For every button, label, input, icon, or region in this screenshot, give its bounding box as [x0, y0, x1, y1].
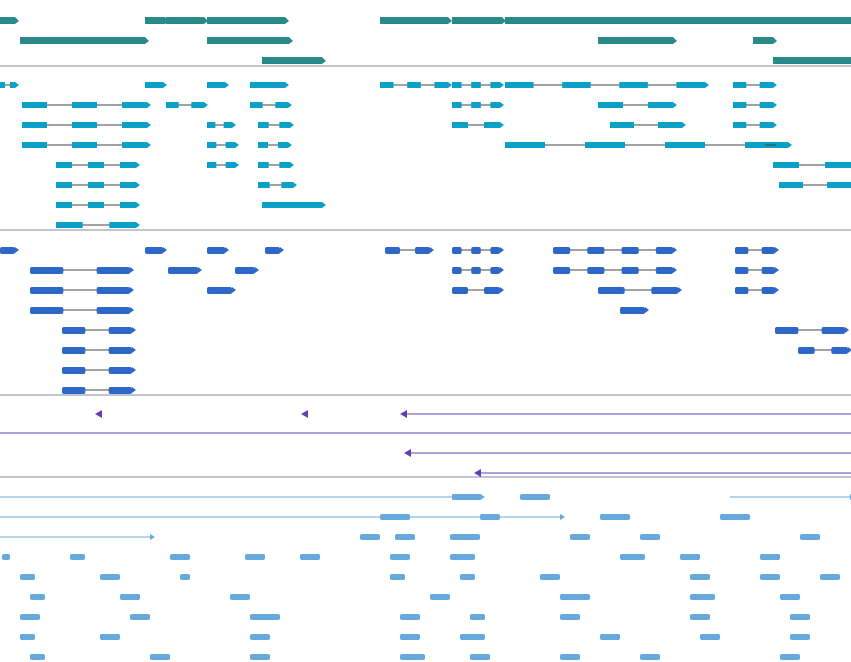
protein-glyph[interactable] [385, 247, 434, 254]
transcript-glyph[interactable] [207, 162, 239, 168]
transcript-glyph[interactable] [22, 122, 151, 128]
est-glyph[interactable] [600, 634, 620, 640]
protein-glyph[interactable] [62, 327, 136, 334]
est-glyph[interactable] [20, 634, 35, 640]
est-glyph[interactable] [245, 554, 265, 560]
est-glyph[interactable] [130, 614, 150, 620]
est-glyph[interactable] [570, 534, 590, 540]
est-glyph[interactable] [400, 614, 420, 620]
est-glyph[interactable] [560, 594, 590, 600]
protein-glyph[interactable] [775, 327, 849, 334]
est-glyph[interactable] [800, 534, 820, 540]
est-glyph[interactable] [70, 554, 85, 560]
transcript-glyph[interactable] [452, 82, 504, 88]
protein-glyph[interactable] [452, 267, 504, 274]
protein-glyph[interactable] [553, 267, 677, 274]
protein-glyph[interactable] [598, 287, 682, 294]
protein-glyph[interactable] [30, 307, 134, 314]
est-glyph[interactable] [720, 514, 750, 520]
transcript-glyph[interactable] [258, 142, 292, 148]
est-glyph[interactable] [640, 534, 660, 540]
protein-glyph[interactable] [0, 247, 19, 254]
gene-glyph[interactable] [166, 17, 208, 24]
clone-glyph[interactable] [301, 410, 308, 418]
est-glyph[interactable] [100, 634, 120, 640]
est-glyph[interactable] [560, 614, 580, 620]
est-glyph[interactable] [100, 574, 120, 580]
est-glyph[interactable] [180, 574, 190, 580]
gene-glyph[interactable] [145, 17, 169, 24]
est-glyph[interactable] [250, 654, 270, 660]
est-glyph[interactable] [690, 594, 715, 600]
protein-glyph[interactable] [235, 267, 259, 274]
est-glyph[interactable] [390, 554, 410, 560]
protein-glyph[interactable] [62, 387, 136, 394]
est-glyph[interactable] [430, 594, 450, 600]
est-glyph[interactable] [540, 574, 560, 580]
gene-glyph[interactable] [452, 17, 506, 24]
transcript-glyph[interactable] [22, 102, 151, 108]
transcript-glyph[interactable] [610, 122, 686, 128]
transcript-glyph[interactable] [258, 122, 294, 128]
est-glyph[interactable] [680, 554, 700, 560]
est-glyph[interactable] [20, 574, 35, 580]
protein-glyph[interactable] [735, 287, 779, 294]
protein-glyph[interactable] [452, 247, 504, 254]
est-glyph[interactable] [395, 534, 415, 540]
gene-glyph[interactable] [20, 37, 149, 44]
est-glyph[interactable] [150, 654, 170, 660]
gene-glyph[interactable] [505, 17, 754, 24]
transcript-glyph[interactable] [380, 82, 452, 88]
gene-glyph[interactable] [753, 37, 777, 44]
est-glyph[interactable] [460, 574, 475, 580]
transcript-glyph[interactable] [0, 82, 19, 88]
est-glyph[interactable] [400, 634, 420, 640]
est-glyph[interactable] [690, 574, 710, 580]
transcript-glyph[interactable] [452, 122, 504, 128]
est-glyph[interactable] [480, 514, 500, 520]
gene-glyph[interactable] [207, 17, 289, 24]
est-glyph[interactable] [790, 614, 810, 620]
est-glyph[interactable] [780, 594, 800, 600]
est-glyph[interactable] [780, 654, 800, 660]
est-glyph[interactable] [400, 654, 425, 660]
protein-glyph[interactable] [62, 367, 136, 374]
gene-glyph[interactable] [380, 17, 452, 24]
transcript-glyph[interactable] [56, 222, 140, 228]
transcript-glyph[interactable] [207, 82, 229, 88]
transcript-glyph[interactable] [773, 162, 851, 168]
est-glyph[interactable] [380, 514, 410, 520]
transcript-glyph[interactable] [22, 142, 151, 148]
est-glyph[interactable] [730, 494, 851, 500]
protein-glyph[interactable] [452, 287, 504, 294]
transcript-glyph[interactable] [207, 142, 239, 148]
est-glyph[interactable] [520, 494, 550, 500]
transcript-glyph[interactable] [262, 202, 326, 208]
est-glyph[interactable] [360, 534, 380, 540]
clone-glyph[interactable] [400, 410, 851, 418]
gene-glyph[interactable] [733, 17, 851, 24]
est-glyph[interactable] [620, 554, 645, 560]
transcript-glyph[interactable] [505, 82, 709, 88]
transcript-glyph[interactable] [207, 122, 236, 128]
est-glyph[interactable] [20, 614, 40, 620]
protein-glyph[interactable] [620, 307, 649, 314]
protein-glyph[interactable] [207, 247, 229, 254]
est-glyph[interactable] [560, 654, 580, 660]
est-glyph[interactable] [2, 554, 10, 560]
est-glyph[interactable] [452, 494, 482, 500]
est-glyph[interactable] [450, 554, 475, 560]
clone-glyph[interactable] [95, 410, 102, 418]
transcript-glyph[interactable] [166, 102, 208, 108]
est-glyph[interactable] [170, 554, 190, 560]
transcript-glyph[interactable] [258, 182, 297, 188]
protein-glyph[interactable] [553, 247, 677, 254]
est-glyph[interactable] [820, 574, 840, 580]
est-glyph[interactable] [760, 554, 780, 560]
est-glyph[interactable] [390, 574, 405, 580]
gene-glyph[interactable] [207, 37, 293, 44]
est-glyph[interactable] [30, 654, 45, 660]
transcript-glyph[interactable] [598, 102, 677, 108]
est-glyph[interactable] [700, 634, 720, 640]
protein-glyph[interactable] [62, 347, 136, 354]
transcript-glyph[interactable] [250, 102, 292, 108]
est-glyph[interactable] [640, 654, 660, 660]
protein-glyph[interactable] [735, 247, 779, 254]
est-glyph[interactable] [250, 634, 270, 640]
protein-glyph[interactable] [207, 287, 236, 294]
gene-glyph[interactable] [262, 57, 326, 64]
est-glyph[interactable] [30, 594, 45, 600]
clone-glyph[interactable] [404, 449, 851, 457]
transcript-glyph[interactable] [258, 162, 294, 168]
protein-glyph[interactable] [168, 267, 202, 274]
est-glyph[interactable] [690, 614, 710, 620]
gene-glyph[interactable] [598, 37, 677, 44]
protein-glyph[interactable] [30, 287, 134, 294]
est-glyph[interactable] [0, 534, 155, 540]
transcript-glyph[interactable] [250, 82, 289, 88]
transcript-glyph[interactable] [779, 182, 851, 188]
protein-glyph[interactable] [145, 247, 167, 254]
transcript-glyph[interactable] [733, 122, 777, 128]
est-glyph[interactable] [760, 574, 780, 580]
est-glyph[interactable] [300, 554, 320, 560]
transcript-glyph[interactable] [56, 162, 140, 168]
protein-glyph[interactable] [265, 247, 284, 254]
protein-glyph[interactable] [30, 267, 134, 274]
clone-glyph[interactable] [474, 469, 851, 477]
est-glyph[interactable] [230, 594, 250, 600]
transcript-glyph[interactable] [733, 82, 777, 88]
gene-glyph[interactable] [0, 17, 19, 24]
protein-glyph[interactable] [798, 347, 851, 354]
transcript-glyph[interactable] [145, 82, 167, 88]
est-glyph[interactable] [250, 614, 280, 620]
transcript-glyph[interactable] [733, 102, 777, 108]
est-glyph[interactable] [470, 654, 490, 660]
transcript-glyph[interactable] [56, 202, 140, 208]
est-glyph[interactable] [470, 614, 485, 620]
est-glyph[interactable] [460, 634, 485, 640]
protein-glyph[interactable] [735, 267, 779, 274]
transcript-glyph[interactable] [452, 102, 504, 108]
est-glyph[interactable] [120, 594, 140, 600]
transcript-glyph[interactable] [505, 142, 789, 148]
est-glyph[interactable] [450, 534, 480, 540]
est-glyph[interactable] [790, 634, 810, 640]
est-glyph[interactable] [156, 494, 457, 500]
transcript-glyph[interactable] [56, 182, 140, 188]
est-glyph[interactable] [600, 514, 630, 520]
gene-glyph[interactable] [773, 57, 851, 64]
